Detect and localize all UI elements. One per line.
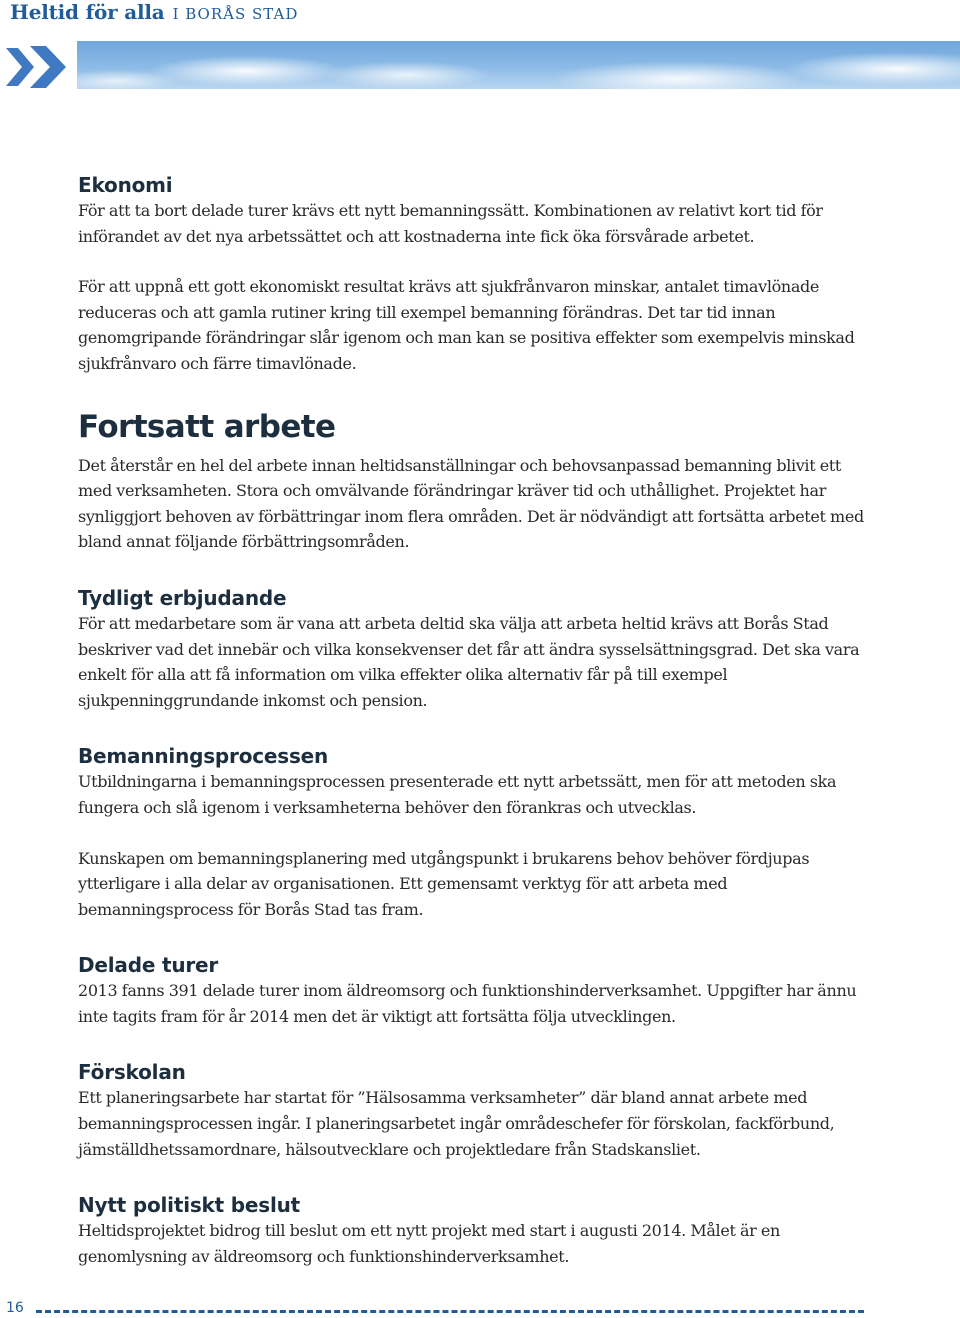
paragraph: För att ta bort delade turer krävs ett nytt bemanningssätt. Kombinationen av relativt kort tid för införandet av det nya arbetssättet och att kostnaderna inte fick öka försvårade arbetet. (78, 201, 823, 246)
double-chevron-icon (4, 42, 70, 92)
article-body (78, 172, 878, 1269)
section-fortsatt-arbete (78, 407, 878, 555)
paragraph: Utbildningarna i bemanningsprocessen presenterade ett nytt arbetssätt, men för att metoden ska fungera och slå igenom i verksamheterna behöver den förankras och utvecklas. (78, 772, 837, 817)
section-heading: Ekonomi (78, 173, 173, 197)
section-heading: Nytt politiskt beslut (78, 1193, 301, 1218)
paragraph: Det återstår en hel del arbete innan heltidsanställningar och behovsanpassad bemanning blivit ett med verksamheten. Stora och omvälvande förändringar kräver tid och uthållighet. Projektet har synliggjort behoven av förbättringar inom flera områden. Det är nödvändigt att fortsätta arbetet med bland annat följande förbättringsområden. (78, 455, 864, 552)
section-nytt-politiskt-beslut (78, 1192, 878, 1269)
section-heading: Tydligt erbjudande (78, 585, 287, 610)
paragraph: Ett planeringsarbete har startat för ”Hälsosamma verksamheter” där bland annat arbete med bemanningsprocessen ingår. I planeringsarbetet ingår områdeschefer för förskolan, fackförbund, jämställdhetssamordnare, hälsoutvecklare och projektledare från Stadskansliet. (78, 1088, 835, 1159)
section-ekonomi (78, 172, 878, 377)
section-tydligt-erbjudande (78, 585, 878, 713)
sky-banner (77, 41, 960, 89)
paragraph: Kunskapen om bemanningsplanering med utgångspunkt i brukarens behov behöver fördjupas ytterligare i alla delar av organisationen. Ett gemensamt verktyg för att arbeta med bemanningsprocess för Borås Stad tas fram. (78, 848, 810, 919)
page-number: 16 (6, 1300, 24, 1316)
dashed-rule (36, 1310, 864, 1313)
section-delade-turer (78, 952, 878, 1029)
publication-title: Heltid för alla (10, 0, 165, 24)
page-footer (0, 1298, 960, 1318)
paragraph: För att medarbetare som är vana att arbeta deltid ska välja att arbeta heltid krävs att Borås Stad beskriver vad det innebär och vilka konsekvenser det får att ändra sysselsättningsgrad. Det ska vara enkelt för alla att få information om vilka effekter olika alternativ får på till exempel sjukpenninggrundande inkomst och pension. (78, 613, 860, 710)
publication-subtitle: I BORÅS STAD (172, 5, 299, 23)
paragraph: Heltidsprojektet bidrog till beslut om ett nytt projekt med start i augusti 2014. Målet är en genomlysning av äldreomsorg och funktionshinderverksamhet. (78, 1221, 780, 1266)
paragraph: För att uppnå ett gott ekonomiskt resultat krävs att sjukfrånvaron minskar, antalet timavlönade reduceras och att gamla rutiner kring till exempel bemanning förändras. Det tar tid innan genomgripande förändringar slår igenom och man kan se positiva effekter som exempelvis minskad sjukfrånvaro och färre timavlönade. (78, 277, 855, 373)
section-heading: Bemanningsprocessen (78, 744, 329, 769)
section-heading: Förskolan (78, 1060, 186, 1085)
major-heading: Fortsatt arbete (78, 408, 336, 445)
section-forskolan (78, 1059, 878, 1162)
section-heading: Delade turer (78, 953, 219, 978)
section-bemanningsprocessen (78, 743, 878, 922)
running-head (10, 0, 298, 26)
paragraph: 2013 fanns 391 delade turer inom äldreomsorg och funktionshinderverksamhet. Uppgifter har ännu inte tagits fram för år 2014 men det är viktigt att fortsätta följa utvecklingen. (78, 981, 857, 1026)
